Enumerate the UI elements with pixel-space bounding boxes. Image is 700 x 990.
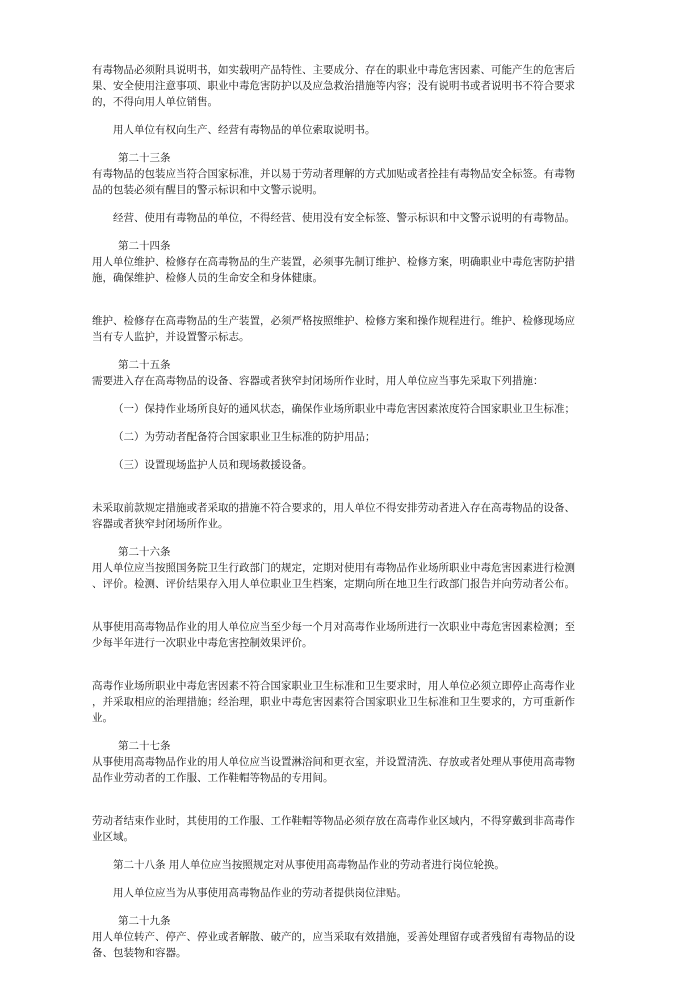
paragraph: 用人单位转产、停产、停业或者解散、破产的，应当采取有效措施，妥善处理留存或者残留有毒物品的设 备、包装物和容器。 bbox=[92, 931, 575, 959]
paragraph: 劳动者结束作业时，其使用的工作服、工作鞋帽等物品必须存放在高毒作业区域内，不得穿戴到非高毒作 业区域。 bbox=[92, 815, 575, 843]
paragraph: 第二十八条 用人单位应当按照规定对从事使用高毒物品作业的劳动者进行岗位轮换。 bbox=[113, 859, 505, 871]
list-item: （三）设置现场监护人员和现场救援设备。 bbox=[113, 459, 313, 471]
paragraph: 从事使用高毒物品作业的用人单位应当至少每一个月对高毒作业场所进行一次职业中毒危害因素检测；至 少每半年进行一次职业中毒危害控制效果评价。 bbox=[92, 621, 575, 649]
list-item: （二）为劳动者配备符合国家职业卫生标准的防护用品； bbox=[113, 431, 376, 443]
paragraph: 需要进入存在高毒物品的设备、容器或者狭窄封闭场所作业时，用人单位应当事先采取下列措施： bbox=[92, 375, 544, 387]
article-heading: 第二十四条 bbox=[118, 240, 171, 252]
paragraph: 用人单位有权向生产、经营有毒物品的单位索取说明书。 bbox=[113, 124, 376, 136]
article-heading: 第二十三条 bbox=[118, 152, 171, 164]
article-heading: 第二十五条 bbox=[118, 359, 171, 371]
paragraph: 有毒物品必须附具说明书，如实载明产品特性、主要成分、存在的职业中毒危害因素、可能产生的危害后 果、安全使用注意事项、职业中毒危害防护以及应急救治措施等内容；没有说明书或者说明书不符合要求 的，不得向用人单位销售。 bbox=[92, 64, 575, 108]
paragraph: 高毒作业场所职业中毒危害因素不符合国家职业卫生标准和卫生要求时，用人单位必须立即停止高毒作业 ，并采取相应的治理措施；经治理，职业中毒危害因素符合国家职业卫生标准和卫生要求的，方可重新作 业。 bbox=[92, 680, 575, 724]
list-item: （一）保持作业场所良好的通风状态，确保作业场所职业中毒危害因素浓度符合国家职业卫生标准； bbox=[113, 403, 575, 415]
paragraph: 有毒物品的包装应当符合国家标准，并以易于劳动者理解的方式加贴或者拴挂有毒物品安全标签。有毒物 品的包装必须有醒目的警示标识和中文警示说明。 bbox=[92, 168, 575, 196]
document-page bbox=[92, 62, 612, 961]
paragraph: 用人单位应当为从事使用高毒物品作业的劳动者提供岗位津贴。 bbox=[113, 887, 407, 899]
paragraph: 从事使用高毒物品作业的用人单位应当设置淋浴间和更衣室，并设置清洗、存放或者处理从事使用高毒物 品作业劳动者的工作服、工作鞋帽等物品的专用间。 bbox=[92, 756, 575, 784]
article-heading: 第二十六条 bbox=[118, 546, 171, 558]
paragraph: 用人单位应当按照国务院卫生行政部门的规定，定期对使用有毒物品作业场所职业中毒危害因素进行检测 、评价。检测、评价结果存入用人单位职业卫生档案，定期向所在地卫生行政部门报告并向劳动者公布。 bbox=[92, 562, 575, 590]
paragraph: 经营、使用有毒物品的单位，不得经营、使用没有安全标签、警示标识和中文警示说明的有毒物品。 bbox=[113, 212, 575, 224]
article-heading: 第二十九条 bbox=[118, 915, 171, 927]
paragraph: 维护、检修存在高毒物品的生产装置，必须严格按照维护、检修方案和操作规程进行。维护、检修现场应 当有专人监护，并设置警示标志。 bbox=[92, 315, 575, 343]
paragraph: 未采取前款规定措施或者采取的措施不符合要求的，用人单位不得安排劳动者进入存在高毒物品的设备、 容器或者狭窄封闭场所作业。 bbox=[92, 502, 575, 530]
paragraph: 用人单位维护、检修存在高毒物品的生产装置，必须事先制订维护、检修方案，明确职业中毒危害防护措 施，确保维护、检修人员的生命安全和身体健康。 bbox=[92, 256, 575, 284]
article-heading: 第二十七条 bbox=[118, 740, 171, 752]
